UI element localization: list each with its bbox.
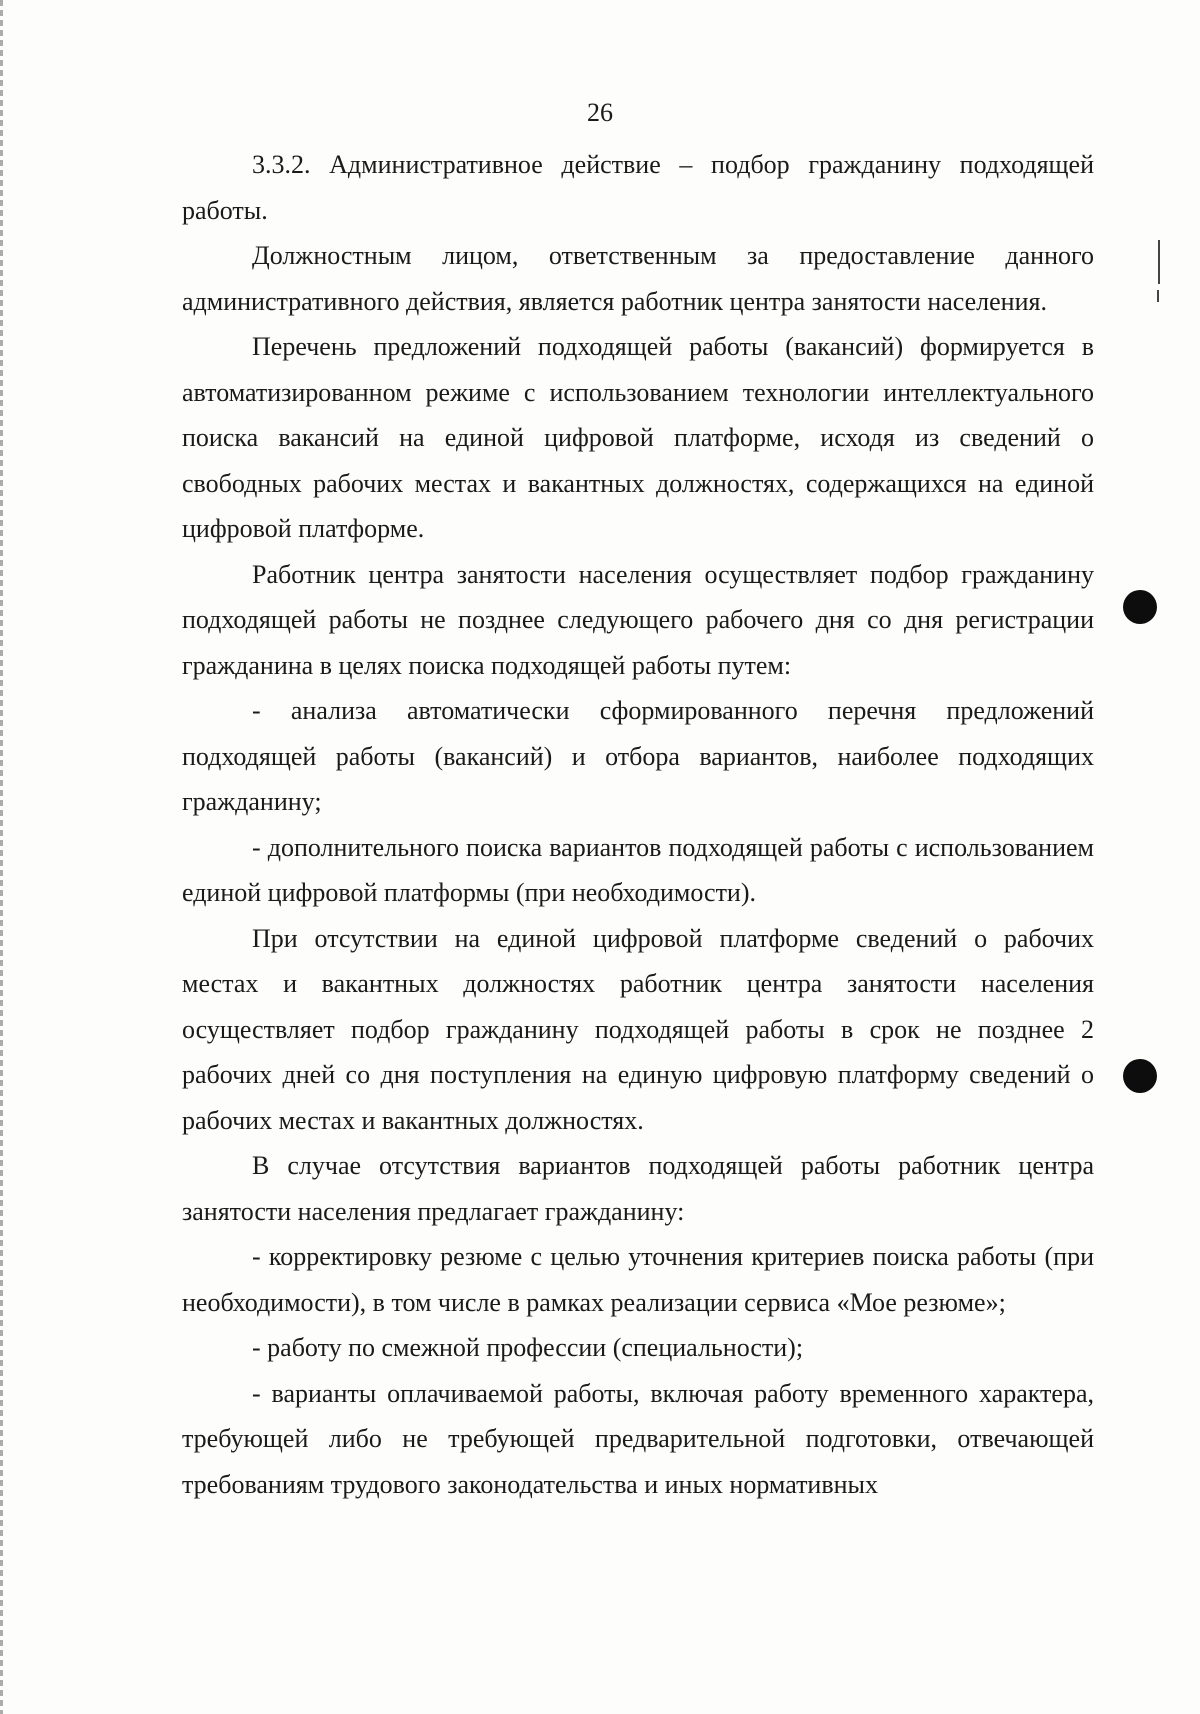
- page-number: 26: [587, 98, 613, 127]
- paragraph-no-options-case: В случае отсутствия вариантов подходящей работы работник центра занятости населения предлагает гражданину:: [182, 1151, 1094, 1226]
- list-item-additional-search: - дополнительного поиска вариантов подходящей работы с использованием единой цифровой платформы (при необходимости).: [182, 832, 1094, 907]
- paragraph-selection-deadline: Работник центра занятости населения осуществляет подбор гражданину подходящей работы не позднее следующего рабочего дня со дня регистрации гражданина в целях поиска подходящей работы путем:: [182, 559, 1094, 680]
- scan-left-edge: [0, 0, 3, 1714]
- list-item-related-profession: - работу по смежной профессии (специальности);: [252, 1333, 804, 1362]
- paragraph-no-data-case: При отсутствии на единой цифровой платформе сведений о рабочих местах и вакантных должностях работник центра занятости населения осуществляет подбор гражданину подходящей работы в срок не позднее 2 рабочих дней со дня поступления на единую цифровую платформу сведений о рабочих местах и вакантных должностях.: [182, 923, 1094, 1135]
- list-item-resume-correction: - корректировку резюме с целью уточнения критериев поиска работы (при необходимости), в том числе в рамках реализации сервиса «Мое резюме»;: [182, 1242, 1094, 1317]
- paragraph-responsible-official: Должностным лицом, ответственным за предоставление данного административного действия, является работник центра занятости населения.: [182, 241, 1094, 316]
- punch-hole-lower: [1123, 1059, 1157, 1093]
- scan-mark: [1158, 240, 1160, 284]
- list-item-paid-work-options: - варианты оплачиваемой работы, включая работу временного характера, требующей либо не требующей предварительной подготовки, отвечающей требованиям трудового законодательства и иных нормативных: [182, 1378, 1094, 1499]
- paragraph-vacancy-list: Перечень предложений подходящей работы (вакансий) формируется в автоматизированном режиме с использованием технологии интеллектуального поиска вакансий на единой цифровой платформе, исходя из сведений о свободных рабочих местах и вакантных должностях, содержащихся на единой цифровой платформе.: [182, 332, 1094, 543]
- list-item-analysis: - анализа автоматически сформированного перечня предложений подходящей работы (вакансий) и отбора вариантов, наиболее подходящих гражданину;: [182, 696, 1094, 816]
- punch-hole-upper: [1123, 590, 1157, 624]
- document-body: [182, 142, 1094, 1507]
- scan-mark: [1157, 290, 1159, 302]
- paragraph-section-heading: 3.3.2. Административное действие – подбор гражданину подходящей работы.: [182, 150, 1094, 225]
